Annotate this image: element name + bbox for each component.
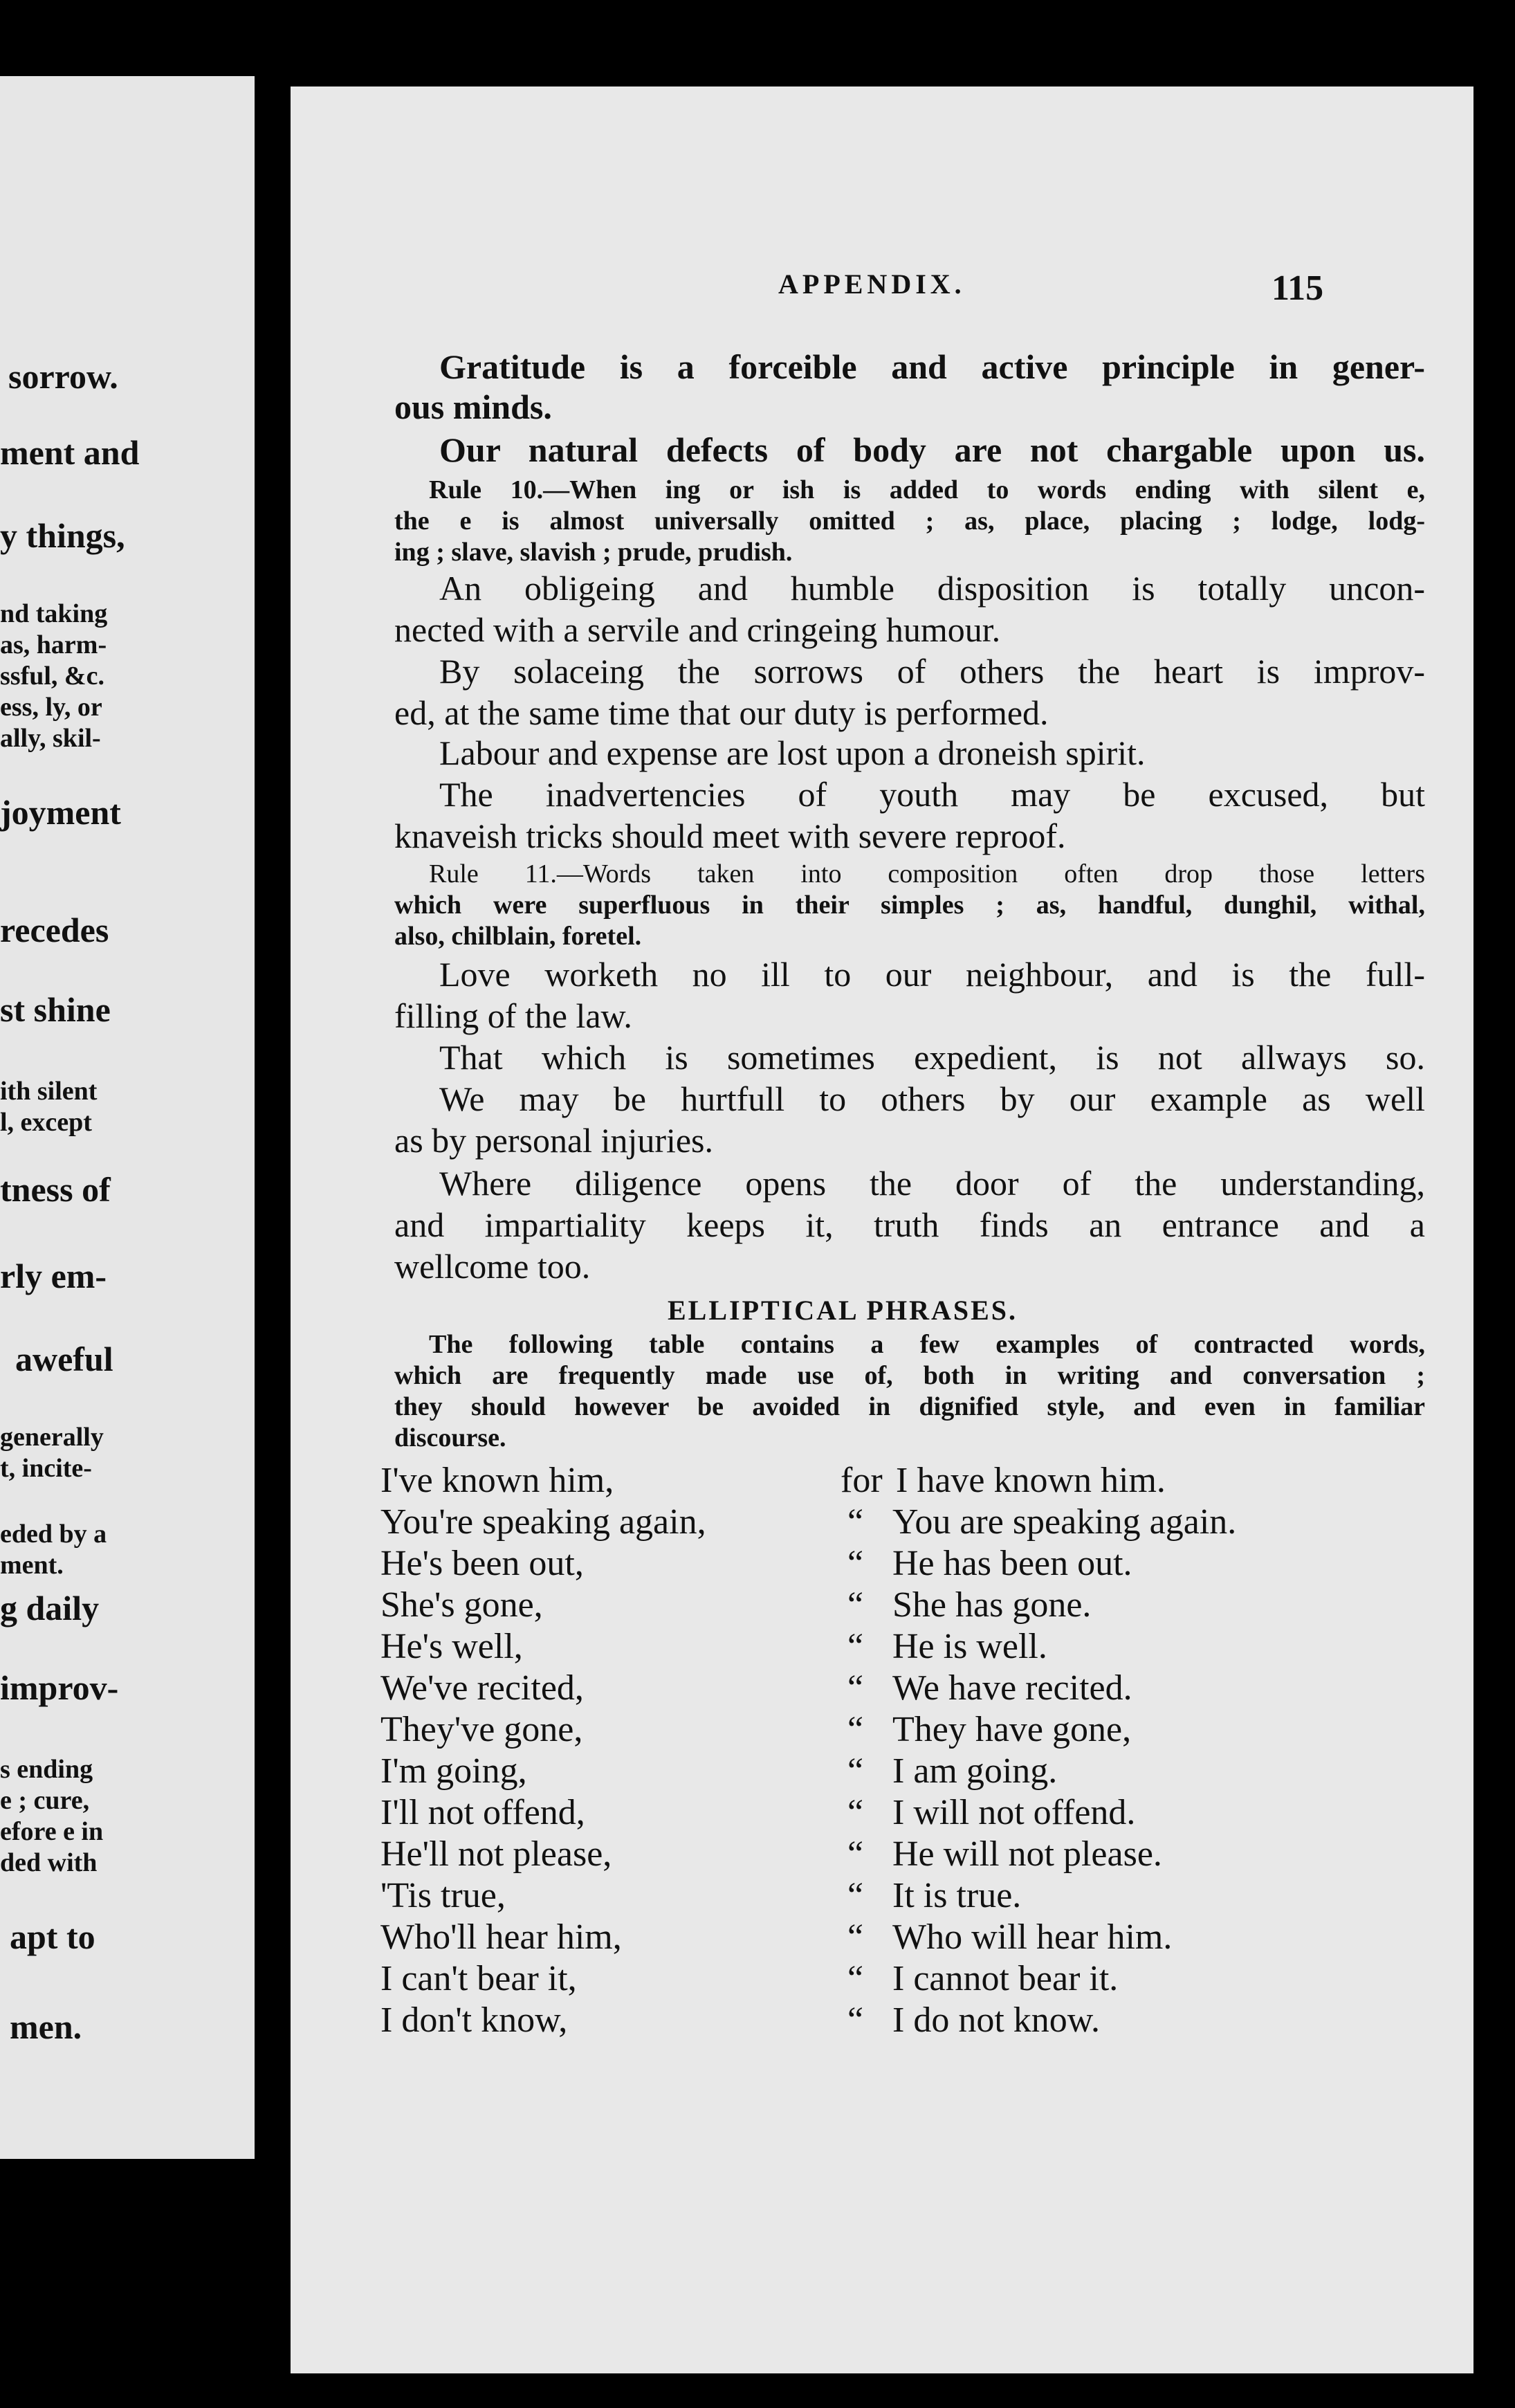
section-heading: ELLIPTICAL PHRASES.	[668, 1295, 1018, 1326]
body-line: Where diligence opens the door of the understanding,	[439, 1164, 1425, 1203]
marker: “	[847, 1793, 864, 1832]
full-form: I will not offend.	[892, 1793, 1136, 1832]
contracted-form: I'm going,	[380, 1751, 527, 1791]
main-page	[291, 86, 1473, 2373]
left-fragment: as, harm-	[0, 630, 107, 659]
left-fragment: s ending	[0, 1755, 93, 1784]
contracted-form: I can't bear it,	[380, 1959, 577, 1998]
rule-line: also, chilblain, foretel.	[394, 922, 642, 951]
body-line: ed, at the same time that our duty is performed.	[394, 693, 1049, 732]
rule-line: ing ; slave, slavish ; prude, prudish.	[394, 538, 793, 567]
left-fragment: men.	[10, 2007, 82, 2046]
rule-line: the e is almost universally omitted ; as, place, placing ; lodge, lodg-	[394, 507, 1425, 536]
contracted-form: You're speaking again,	[380, 1502, 706, 1542]
left-fragment: l, except	[0, 1108, 92, 1137]
left-fragment: sorrow.	[8, 357, 118, 396]
full-form: He will not please.	[892, 1834, 1162, 1874]
phrase-row	[380, 1626, 1418, 1668]
contracted-form: I'll not offend,	[380, 1793, 585, 1832]
rule-line: Rule 10.—When ing or ish is added to words ending with silent e,	[429, 475, 1425, 504]
left-fragment: g daily	[0, 1589, 100, 1627]
left-fragment: apt to	[10, 1917, 95, 1956]
marker: “	[847, 2000, 864, 2040]
phrase-row	[380, 1460, 1418, 1502]
full-form: It is true.	[892, 1876, 1022, 1915]
marker: “	[847, 1876, 864, 1915]
body-line: Gratitude is a forceible and active principle in gener-	[439, 347, 1425, 386]
left-fragment: recedes	[0, 911, 109, 949]
left-fragment: efore e in	[0, 1817, 104, 1846]
contracted-form: They've gone,	[380, 1710, 583, 1749]
marker: “	[847, 1668, 864, 1708]
left-fragment: joyment	[0, 793, 121, 832]
phrase-row	[380, 1751, 1418, 1792]
phrase-row	[380, 1834, 1418, 1875]
phrase-row	[380, 1502, 1418, 1543]
left-fragment: e ; cure,	[0, 1786, 90, 1815]
contracted-form: She's gone,	[380, 1585, 543, 1625]
marker: “	[847, 1502, 864, 1542]
marker: “	[847, 1585, 864, 1625]
left-page-fragment	[0, 76, 255, 2159]
full-form: Who will hear him.	[892, 1917, 1173, 1957]
contracted-form: He's well,	[380, 1627, 523, 1666]
left-fragment: ally, skil-	[0, 724, 101, 753]
marker: “	[847, 1834, 864, 1874]
phrase-row	[380, 1958, 1418, 2000]
contracted-form: Who'll hear him,	[380, 1917, 622, 1957]
full-form: She has gone.	[892, 1585, 1092, 1625]
body-line: filling of the law.	[394, 996, 632, 1035]
left-fragment: ment and	[0, 433, 140, 472]
marker: “	[847, 1627, 864, 1666]
left-fragment: nd taking	[0, 599, 108, 628]
marker: “	[847, 1544, 864, 1583]
left-fragment: tness of	[0, 1170, 111, 1209]
running-header: APPENDIX.	[778, 268, 966, 300]
full-form: I am going.	[892, 1751, 1058, 1791]
left-fragment: eded by a	[0, 1520, 107, 1549]
contracted-form: He's been out,	[380, 1544, 584, 1583]
page-number: 115	[1271, 268, 1324, 308]
body-line: knaveish tricks should meet with severe reproof.	[394, 817, 1066, 855]
body-line: nected with a servile and cringeing humour.	[394, 610, 1001, 649]
full-form: He has been out.	[892, 1544, 1132, 1583]
rule-line: which were superfluous in their simples ; as, handful, dunghil, withal,	[394, 891, 1425, 920]
phrase-row	[380, 1875, 1418, 1917]
marker: “	[847, 1917, 864, 1957]
left-fragment: aweful	[15, 1340, 113, 1378]
phrase-row	[380, 2000, 1418, 2041]
phrase-row	[380, 1792, 1418, 1834]
body-line: We may be hurtfull to others by our example as well	[439, 1079, 1425, 1118]
body-line: and impartiality keeps it, truth finds an entrance and a	[394, 1205, 1425, 1244]
body-line: Our natural defects of body are not chargable upon us.	[439, 430, 1425, 469]
body-line: That which is sometimes expedient, is not allways so.	[439, 1038, 1425, 1077]
left-fragment: ith silent	[0, 1077, 98, 1106]
left-fragment: rly em-	[0, 1257, 107, 1295]
body-line: By solaceing the sorrows of others the heart is improv-	[439, 652, 1425, 691]
body-line: as by personal injuries.	[394, 1121, 714, 1160]
body-line: wellcome too.	[394, 1247, 591, 1286]
left-fragment: generally	[0, 1423, 104, 1452]
full-form: I cannot bear it.	[892, 1959, 1119, 1998]
full-form: They have gone,	[892, 1710, 1132, 1749]
left-fragment: ded with	[0, 1848, 98, 1877]
rule-line: Rule 11.—Words taken into composition often drop those letters	[429, 859, 1425, 888]
left-fragment: improv-	[0, 1668, 119, 1707]
body-line: Labour and expense are lost upon a droneish spirit.	[439, 733, 1146, 772]
contracted-form: I don't know,	[380, 2000, 568, 2040]
full-form: I do not know.	[892, 2000, 1100, 2040]
contracted-form: He'll not please,	[380, 1834, 612, 1874]
left-fragment: st shine	[0, 990, 111, 1029]
marker: for	[841, 1461, 883, 1500]
phrase-row	[380, 1917, 1418, 1958]
marker: “	[847, 1959, 864, 1998]
section-intro-line: which are frequently made use of, both in writing and conversation ;	[394, 1361, 1425, 1390]
section-intro-line: they should however be avoided in dignified style, and even in familiar	[394, 1392, 1425, 1421]
body-line: ous minds.	[394, 387, 552, 426]
phrase-row	[380, 1709, 1418, 1751]
full-form: He is well.	[892, 1627, 1047, 1666]
phrase-row	[380, 1585, 1418, 1626]
contracted-form: We've recited,	[380, 1668, 584, 1708]
left-fragment: t, incite-	[0, 1454, 92, 1483]
full-form: We have recited.	[892, 1668, 1132, 1708]
body-line: Love worketh no ill to our neighbour, and is the full-	[439, 955, 1425, 994]
contracted-form: I've known him,	[380, 1461, 614, 1500]
marker: “	[847, 1751, 864, 1791]
section-intro-line: The following table contains a few examples of contracted words,	[429, 1330, 1425, 1359]
contracted-form: 'Tis true,	[380, 1876, 506, 1915]
left-fragment: y things,	[0, 516, 125, 555]
full-form: I have known him.	[896, 1461, 1166, 1500]
full-form: You are speaking again.	[892, 1502, 1237, 1542]
body-line: An obligeing and humble disposition is totally uncon-	[439, 569, 1425, 608]
book-gutter	[255, 0, 291, 2408]
left-fragment: ment.	[0, 1551, 64, 1580]
marker: “	[847, 1710, 864, 1749]
phrase-row	[380, 1668, 1418, 1709]
phrase-row	[380, 1543, 1418, 1585]
body-line: The inadvertencies of youth may be excused, but	[439, 775, 1425, 814]
left-fragment: ssful, &c.	[0, 662, 104, 691]
section-intro-line: discourse.	[394, 1423, 506, 1452]
left-fragment: ess, ly, or	[0, 693, 102, 722]
